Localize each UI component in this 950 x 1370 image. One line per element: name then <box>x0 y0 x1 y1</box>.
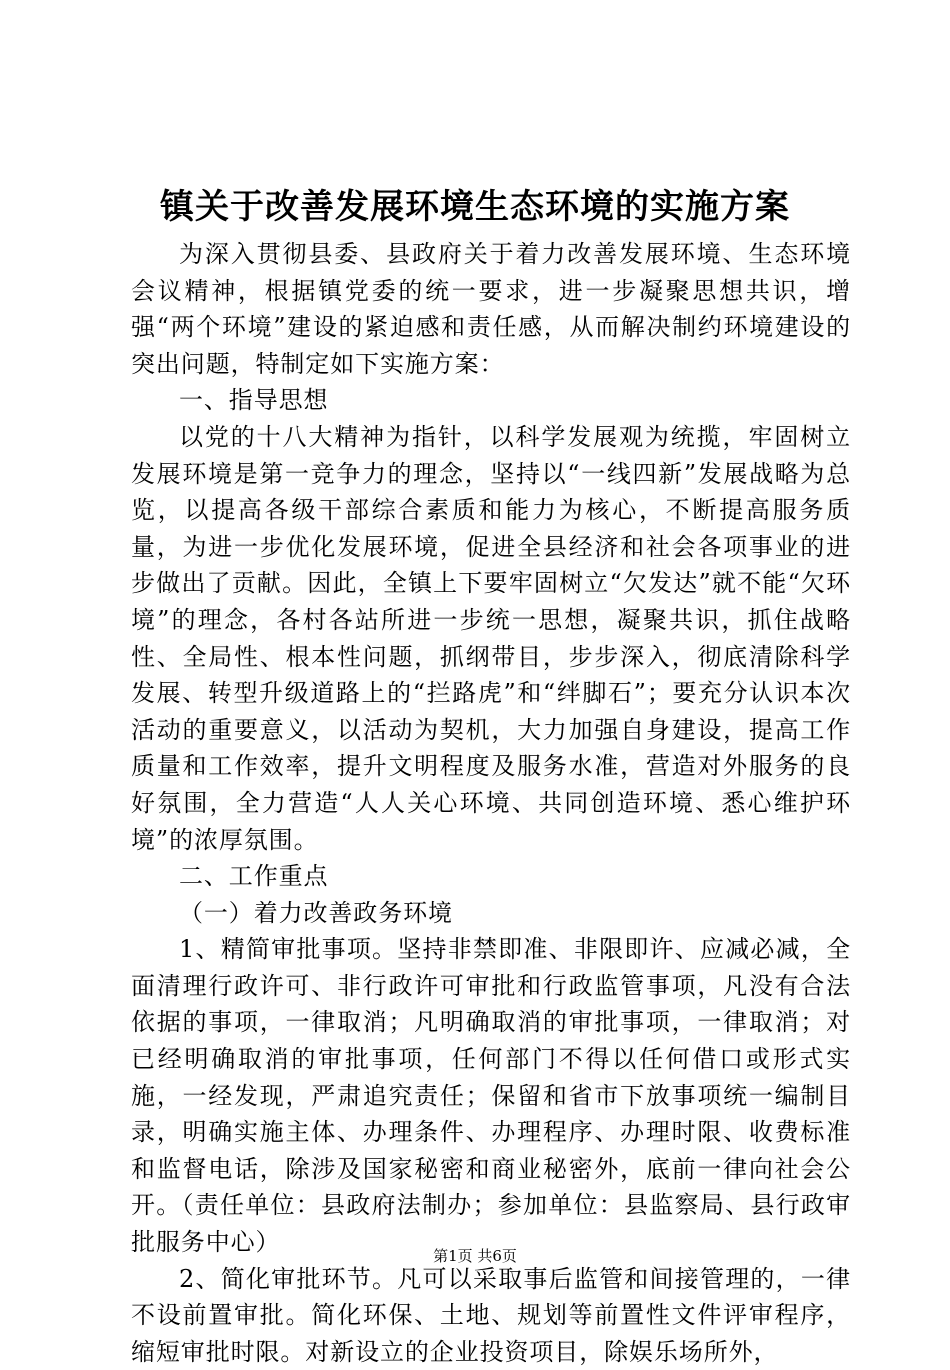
item-streamline-approvals: 1、精简审批事项。坚持非禁即准、非限即许、应减必减，全面清理行政许可、非行政许可审批和行政监管事项，凡没有合法依据的事项，一律取消；凡明确取消的审批事项，一律取消；对已经明确取消的审批事项，任何部门不得以任何借口或形式实施，一经发现，严肃追究责任；保留和省市下放事项统一编制目录，明确实施主体、办理条件、办理程序、办理时限、收费标准和监督电话，除涉及国家秘密和商业秘密外，底前一律向社会公开。（责任单位：县政府法制办；参加单位：县监察局、县行政审批服务中心） <box>131 935 851 1257</box>
section-heading-work-focus: 二、工作重点 <box>179 862 329 891</box>
page-footer: 第1页 共6页 <box>433 1247 517 1265</box>
intro-paragraph: 为深入贯彻县委、县政府关于着力改善发展环境、生态环境会议精神，根据镇党委的统一要求，进一步凝聚思想共识，增强“两个环境”建设的紧迫感和责任感，从而解决制约环境建设的突出问题，特制定如下实施方案： <box>131 240 851 378</box>
subsection-heading-government-environment: （一）着力改善政务环境 <box>179 898 453 927</box>
section-heading-guiding-ideology: 一、指导思想 <box>179 386 329 415</box>
item-simplify-approval-steps: 2、简化审批环节。凡可以采取事后监管和间接管理的，一律不设前置审批。简化环保、土地、规划等前置性文件评审程序，缩短审批时限。对新设立的企业投资项目，除娱乐场所外， <box>131 1264 851 1366</box>
document-body <box>131 236 851 1370</box>
document-title: 镇关于改善发展环境生态环境的实施方案 <box>160 187 790 227</box>
guiding-ideology-paragraph: 以党的十八大精神为指针，以科学发展观为统揽，牢固树立发展环境是第一竞争力的理念，坚持以“一线四新”发展战略为总览，以提高各级干部综合素质和能力为核心，不断提高服务质量，为进一步优化发展环境，促进全县经济和社会各项事业的进步做出了贡献。因此，全镇上下要牢固树立“欠发达”就不能“欠环境”的理念，各村各站所进一步统一思想，凝聚共识，抓住战略性、全局性、根本性问题，抓纲带目，步步深入，彻底清除科学发展、转型升级道路上的“拦路虎”和“绊脚石”；要充分认识本次活动的重要意义，以活动为契机，大力加强自身建设，提高工作质量和工作效率，提升文明程度及服务水准，营造对外服务的良好氛围，全力营造“人人关心环境、共同创造环境、悉心维护环境”的浓厚氛围。 <box>131 422 851 854</box>
